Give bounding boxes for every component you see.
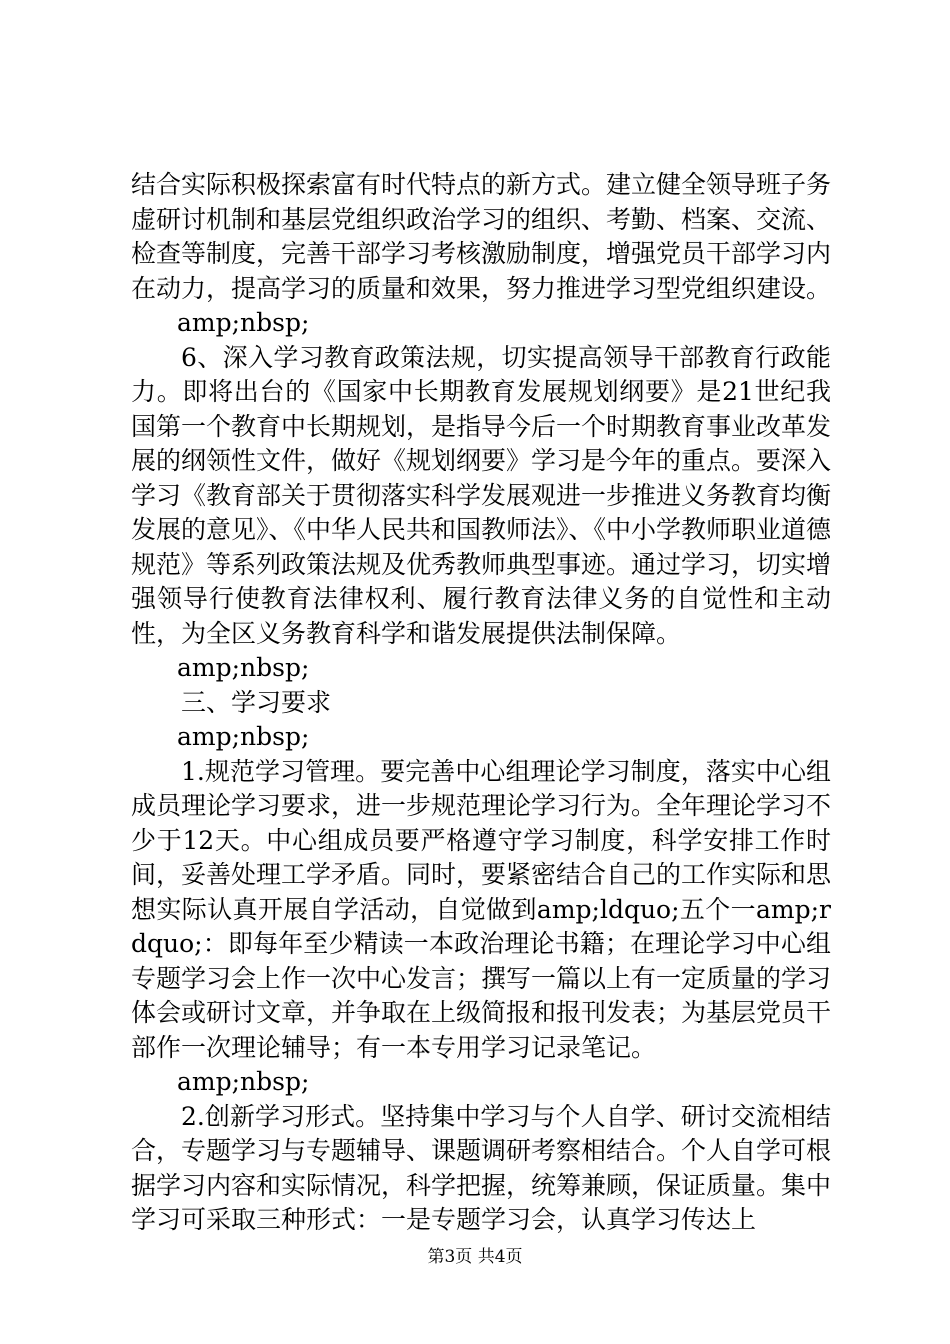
entity-artifact-line: amp;nbsp; — [177, 722, 310, 751]
paragraph-requirement-2: 2.创新学习形式。坚持集中学习与个人自学、研讨交流相结合，专题学习与专题辅导、课题调研考察相结合。个人自学可根据学习内容和实际情况，科学把握，统筹兼顾，保证质量。集中学习可采取三种形式：一是专题学习会，认真学习传达上 — [131, 1101, 832, 1234]
entity-artifact-line: amp;nbsp; — [177, 1067, 310, 1096]
body-text — [131, 168, 831, 1238]
section-heading: 三、学习要求 — [181, 687, 332, 717]
entity-artifact-line: amp;nbsp; — [177, 308, 310, 337]
paragraph-requirement-1: 1.规范学习管理。要完善中心组理论学习制度，落实中心组成员理论学习要求，进一步规范理论学习行为。全年理论学习不少于12天。中心组成员要严格遵守学习制度，科学安排工作时间，妥善处理工学矛盾。同时，要紧密结合自己的工作实际和思想实际认真开展自学活动，自觉做到amp;ldquo;五个一amp;rdquo;：即每年至少精读一本政治理论书籍；在理论学习中心组专题学习会上作一次中心发言；撰写一篇以上有一定质量的学习体会或研讨文章，并争取在上级简报和报刊发表；为基层党员干部作一次理论辅导；有一本专用学习记录笔记。 — [131, 756, 832, 1062]
page-number-footer: 第3页 共4页 — [427, 1247, 523, 1267]
entity-artifact-line: amp;nbsp; — [177, 653, 310, 682]
paragraph-item-6: 6、深入学习教育政策法规，切实提高领导干部教育行政能力。即将出台的《国家中长期教育发展规划纲要》是21世纪我国第一个教育中长期规划，是指导今后一个时期教育事业改革发展的纲领性文件，做好《规划纲要》学习是今年的重点。要深入学习《教育部关于贯彻落实科学发展观进一步推进义务教育均衡发展的意见》、《中华人民共和国教师法》、《中小学教师职业道德规范》等系列政策法规及优秀教师典型事迹。通过学习，切实增强领导行使教育法律权利、履行教育法律义务的自觉性和主动性，为全区义务教育科学和谐发展提供法制保障。 — [131, 342, 832, 648]
paragraph-continuation: 结合实际积极探索富有时代特点的新方式。建立健全领导班子务虚研讨机制和基层党组织政治学习的组织、考勤、档案、交流、检查等制度，完善干部学习考核激励制度，增强党员干部学习内在动力，提高学习的质量和效果，努力推进学习型党组织建设。 — [131, 170, 832, 303]
